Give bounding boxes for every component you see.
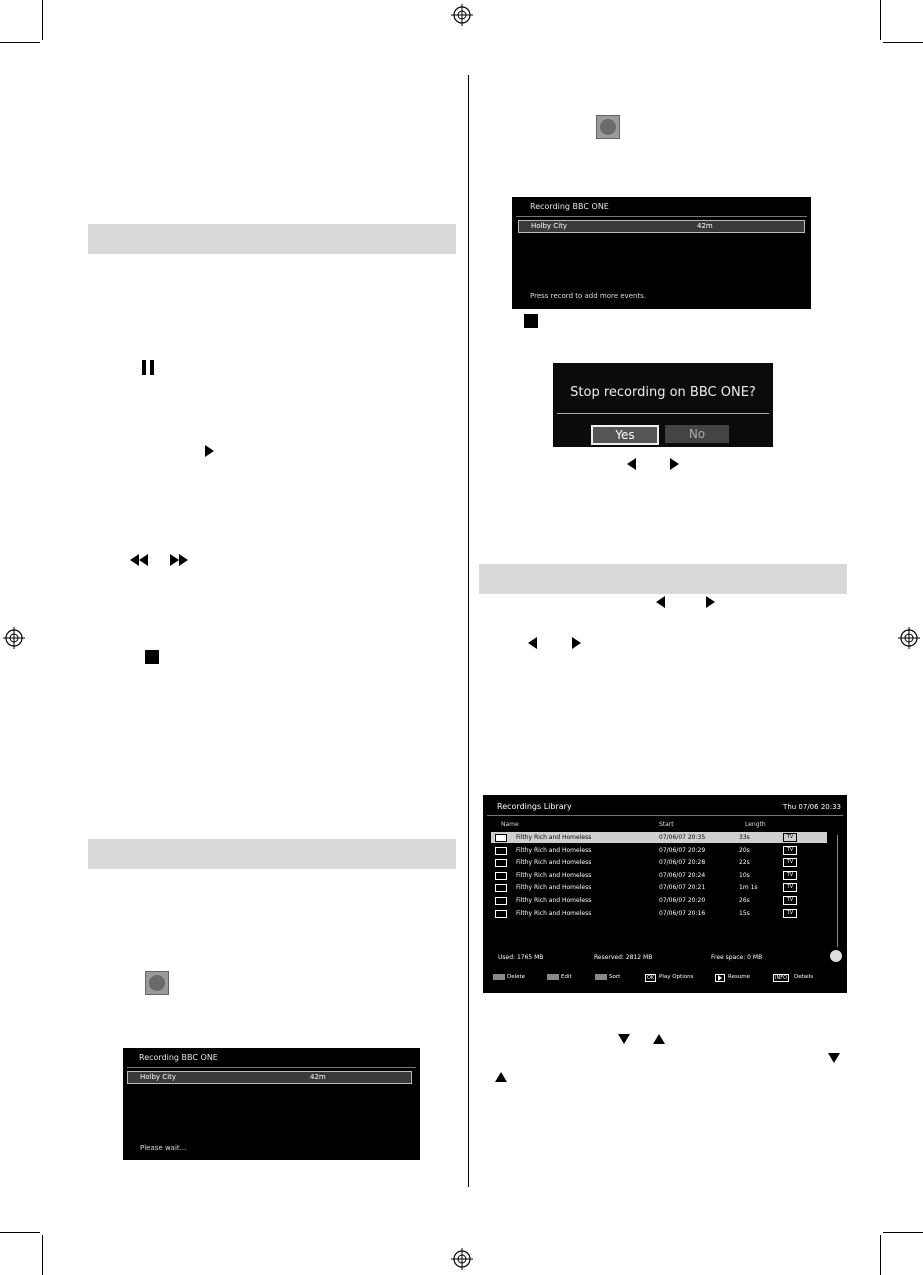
dialog-question: Stop recording on BBC ONE?: [570, 385, 756, 400]
recording-length: 33s: [739, 834, 750, 841]
recording-name: Filthy Rich and Homeless: [516, 871, 592, 879]
programme-name: Holby City: [140, 1073, 177, 1081]
recording-type-icon: [495, 847, 507, 855]
programme-name: Holby City: [531, 222, 568, 230]
recording-name: Filthy Rich and Homeless: [516, 834, 592, 841]
tv-badge: TV: [783, 833, 797, 842]
recording-name: Filthy Rich and Homeless: [516, 846, 592, 854]
status-message: Please wait...: [140, 1144, 187, 1152]
record-button-icon: [145, 971, 169, 995]
library-title: Recordings Library: [497, 802, 572, 811]
stop-recording-dialog: [553, 363, 773, 447]
recording-start: 07/06/07 20:29: [659, 846, 706, 854]
stop-icon: [524, 314, 538, 328]
tv-badge: TV: [783, 909, 797, 918]
right-arrow-icon: [670, 458, 679, 470]
crop-mark: [0, 42, 40, 43]
tv-badge: TV: [783, 846, 797, 855]
divider: [557, 413, 769, 414]
resume-key-label[interactable]: Resume: [728, 974, 751, 980]
registration-mark-icon: [451, 1248, 473, 1270]
column-header-start: Start: [659, 821, 674, 828]
green-key-icon: [547, 974, 559, 980]
down-arrow-icon: [618, 1034, 630, 1044]
fast-forward-icon: [170, 554, 196, 566]
crop-mark: [42, 1235, 43, 1275]
recording-length: 26s: [739, 897, 750, 904]
down-arrow-icon: [828, 1053, 840, 1063]
recording-row[interactable]: [491, 895, 827, 906]
recording-start: 07/06/07 20:24: [659, 871, 706, 879]
recording-title: Recording BBC ONE: [139, 1053, 218, 1062]
play-icon: [205, 445, 214, 457]
crop-mark: [883, 1232, 923, 1233]
crop-mark: [0, 1232, 40, 1233]
details-key-label[interactable]: Details: [794, 974, 814, 980]
up-arrow-icon: [495, 1072, 507, 1082]
recording-length: 15s: [739, 909, 750, 917]
tv-badge: TV: [783, 871, 797, 880]
recording-row[interactable]: [491, 857, 827, 868]
crop-mark: [880, 0, 881, 40]
programme-duration: 42m: [697, 222, 713, 230]
recording-event-row[interactable]: [518, 220, 805, 233]
recording-start: 07/06/07 20:20: [659, 897, 706, 904]
used-space: Used: 1765 MB: [498, 954, 544, 961]
recording-name: Filthy Rich and Homeless: [516, 884, 592, 892]
status-message: Press record to add more events.: [530, 292, 647, 300]
recording-name: Filthy Rich and Homeless: [516, 909, 592, 917]
no-button[interactable]: No: [665, 425, 729, 443]
pause-icon: [142, 360, 156, 375]
tv-badge: TV: [783, 896, 797, 905]
programme-duration: 42m: [310, 1073, 326, 1081]
recording-length: 22s: [739, 859, 750, 867]
edit-key-label[interactable]: Edit: [561, 974, 572, 980]
recording-type-icon: [495, 897, 507, 905]
scrollbar[interactable]: [837, 835, 838, 947]
recording-overlay-screen: [123, 1048, 420, 1160]
recording-name: Filthy Rich and Homeless: [516, 859, 592, 867]
right-arrow-icon: [572, 637, 581, 649]
rewind-icon: [130, 554, 156, 566]
ok-key-badge: OK: [647, 975, 655, 981]
crop-mark: [883, 42, 923, 43]
recording-event-row[interactable]: [127, 1071, 412, 1084]
crop-mark: [42, 0, 43, 40]
recording-start: 07/06/07 20:28: [659, 859, 706, 867]
column-header-length: Length: [745, 821, 766, 828]
registration-mark-icon: [451, 4, 473, 26]
play-options-key-label[interactable]: Play Options: [659, 974, 694, 980]
red-key-icon: [493, 974, 505, 980]
registration-mark-icon: [898, 627, 920, 649]
recording-length: 20s: [739, 846, 750, 854]
column-divider: [468, 75, 469, 1187]
play-key-icon: [715, 974, 725, 982]
crop-mark: [880, 1235, 881, 1275]
tv-badge: TV: [783, 883, 797, 892]
recording-row[interactable]: [491, 908, 827, 919]
recording-type-icon: [495, 872, 507, 880]
recording-type-icon: [495, 910, 507, 918]
recording-type-icon: [495, 884, 507, 892]
left-arrow-icon: [528, 637, 537, 649]
up-arrow-icon: [653, 1034, 665, 1044]
recording-row[interactable]: [491, 870, 827, 881]
stop-icon: [145, 650, 159, 664]
sort-key-label[interactable]: Sort: [609, 974, 621, 980]
recording-row[interactable]: [491, 882, 827, 893]
recording-start: 07/06/07 20:21: [659, 884, 706, 892]
recording-row[interactable]: [491, 845, 827, 856]
recording-overlay-screen: [512, 197, 811, 309]
yellow-key-icon: [595, 974, 607, 980]
recording-row[interactable]: [491, 832, 827, 843]
divider: [516, 216, 807, 217]
recordings-library-screen: [483, 795, 847, 993]
recording-type-icon: [495, 859, 507, 867]
yes-button[interactable]: Yes: [591, 425, 659, 445]
record-button-icon: [596, 115, 620, 139]
section-header-bar: [88, 224, 456, 254]
left-arrow-icon: [627, 458, 636, 470]
tv-badge: TV: [783, 858, 797, 867]
section-header-bar: [479, 564, 847, 594]
scrollbar-knob[interactable]: [830, 950, 842, 962]
right-arrow-icon: [706, 596, 715, 608]
library-datetime: Thu 07/06 20:33: [783, 803, 841, 811]
recording-name: Filthy Rich and Homeless: [516, 897, 592, 904]
left-arrow-icon: [656, 596, 665, 608]
recording-type-icon: [495, 834, 507, 842]
recording-start: 07/06/07 20:16: [659, 909, 706, 917]
section-header-bar: [88, 839, 456, 869]
info-key-badge: INFO: [775, 975, 788, 981]
divider: [127, 1067, 416, 1068]
recording-start: 07/06/07 20:35: [659, 834, 706, 841]
recording-title: Recording BBC ONE: [530, 202, 609, 211]
free-space: Free space: 0 MB: [711, 954, 763, 961]
recording-length: 10s: [739, 871, 750, 879]
divider: [487, 815, 843, 816]
registration-mark-icon: [3, 627, 25, 649]
recording-length: 1m 1s: [739, 884, 758, 892]
delete-key-label[interactable]: Delete: [507, 974, 526, 980]
column-header-name: Name: [501, 821, 519, 828]
reserved-space: Reserved: 2812 MB: [594, 954, 653, 961]
